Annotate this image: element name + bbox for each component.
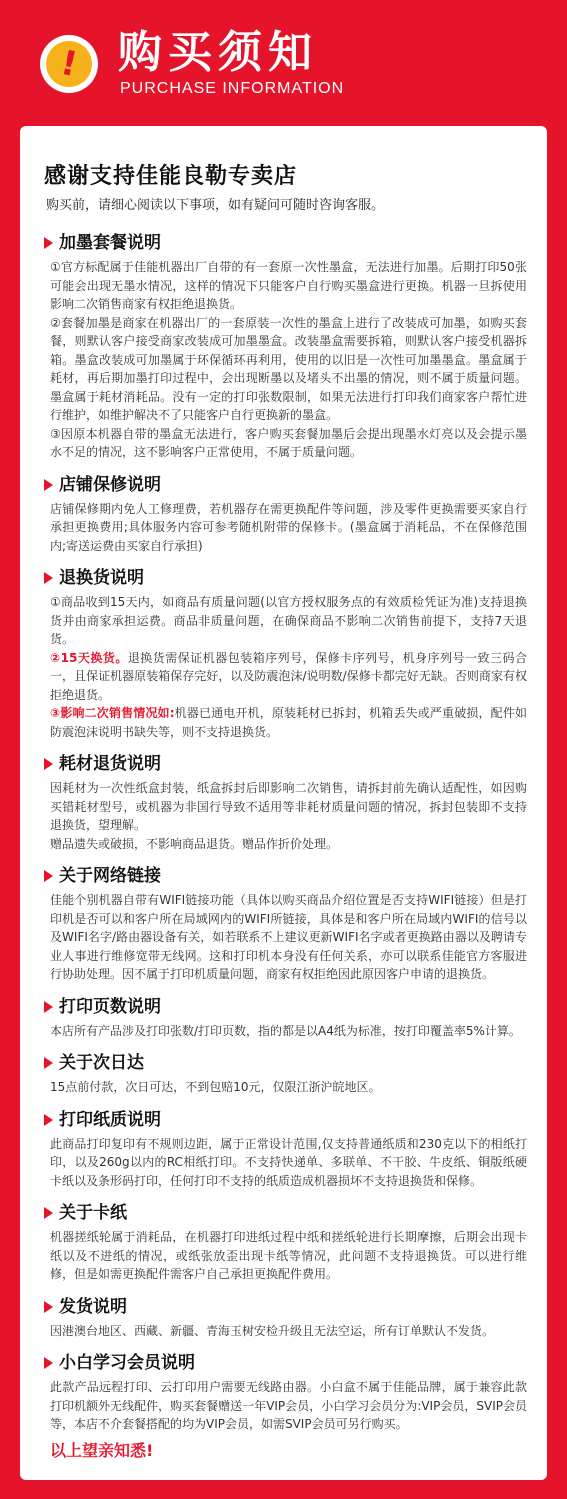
triangle-bullet-icon bbox=[44, 1207, 53, 1219]
section-title-text: 关于次日达 bbox=[59, 1053, 144, 1073]
section-paragraph bbox=[50, 649, 527, 705]
section-title bbox=[40, 1350, 527, 1376]
section-paragraph: 赠品遗失或破损，不影响商品退货。赠品作折价处理。 bbox=[50, 836, 339, 851]
section-title-text: 打印页数说明 bbox=[59, 996, 161, 1017]
section-paragraph: ①商品收到15天内，如商品有质量问题(以官方授权服务点的有效质检凭证为准)支持退换货并由商家承担运费。商品非质量问题，在确保商品不影响二次销售前提下，支持7天退货。 bbox=[50, 595, 527, 646]
section-next-day bbox=[40, 1050, 527, 1097]
page-title: 感谢支持佳能良勒专卖店 bbox=[44, 164, 298, 189]
section-title-text: 小白学习会员说明 bbox=[59, 1353, 195, 1373]
paragraph-marker: ② bbox=[50, 650, 61, 665]
triangle-bullet-icon bbox=[44, 758, 53, 770]
paragraph-text: 机器已通电开机，原装耗材已拆封，机箱丢失或严重破损，配件如防震泡沫说明书缺失等，则不支持退换货。 bbox=[50, 706, 527, 739]
section-paragraph: ③因原本机器自带的墨盒无法进行，客户购买套餐加墨后会提出现墨水灯亮以及会提示墨水不足的情况，这不影响客户正常使用，不属于质量问题。 bbox=[50, 426, 527, 459]
header-subtitle: PURCHASE INFORMATION bbox=[120, 80, 345, 97]
triangle-bullet-icon bbox=[44, 572, 53, 584]
section-paper-type bbox=[40, 1107, 527, 1191]
section-paragraph: 店铺保修期内免人工修理费，若机器存在需更换配件等问题，涉及零件更换需要买家自行承担更换费用;具体服务内容可参考随机附带的保修卡。(墨盒属于消耗品，不在保修范围内;寄送运费由买家自行承担) bbox=[50, 501, 527, 553]
section-title bbox=[40, 863, 527, 889]
section-paragraph: 因港澳台地区、西藏、新疆、青海玉树安检升级且无法空运，所有订单默认不发货。 bbox=[50, 1323, 495, 1338]
triangle-bullet-icon bbox=[44, 870, 53, 882]
section-paragraph: 本店所有产品涉及打印张数/打印页数，指的都是以A4纸为标准，按打印覆盖率5%计算。 bbox=[50, 1023, 521, 1038]
section-paragraph: 佳能个别机器自带有WIFI链接功能（具体以购买商品介绍位置是否支持WIFI链接）但是打印机是否可以和客户所在局域网内的WIFI所链接，具体是和客户所在局域内WIFI的信号以及WIFI名字/路由器设备有关，如若联系不上建议更新WIFI名字或者更换路由器以及聘请专业人事进行维修宽带无线网。这和打印机本身没有任何关系，亦可以联系佳能官方客服进行协助处理。因不属于打印机质量问题，商家有权拒绝因此原因客户申请的退换货。 bbox=[50, 893, 527, 981]
section-paragraph: ①官方标配属于佳能机器出厂自带的有一套原一次性墨盒，无法进行加墨。后期打印50张可能会出现无墨水情况，这样的情况下只能客户自行购买墨盒进行更换。机器一旦拆使用影响二次销售商家有权拒绝退换货。 bbox=[50, 260, 527, 311]
section-paragraph: 因耗材为一次性纸盒封装，纸盒拆封后即影响二次销售，请拆封前先确认适配性，如因购买错耗材型号，或机器为非国行导致不适用等非耗材质量问题的情况，拆封包装即不支持退换货，望理解。 bbox=[50, 781, 527, 832]
section-paragraph: 机器搓纸轮属于消耗品，在机器打印进纸过程中纸和搓纸轮进行长期摩擦，后期会出现卡纸以及不进纸的情况，或纸张放歪出现卡纸等情况，此问题不支持退换货。可以进行维修，但是如需更换配件需客户自己承担更换配件费用。 bbox=[50, 1230, 527, 1281]
triangle-bullet-icon bbox=[44, 237, 53, 249]
section-paragraph: 此款产品远程打印、云打印用户需要无线路由器。小白盒不属于佳能品牌，属于兼容此款打印机额外无线配件，购买套餐赠送一年VIP会员，小白学习会员分为:VIP会员，SVIP会员等，本店不介套餐搭配的均为VIP会员，如需SVIP会员可另行购买。 bbox=[50, 1380, 527, 1431]
section-title-text: 发货说明 bbox=[59, 1296, 127, 1317]
section-title-text: 关于网络链接 bbox=[59, 866, 161, 886]
section-returns bbox=[40, 565, 527, 741]
section-title bbox=[40, 565, 527, 591]
section-paper-jam bbox=[40, 1200, 527, 1284]
section-title-text: 打印纸质说明 bbox=[59, 1109, 161, 1130]
highlight-text: 影响二次销售情况如: bbox=[60, 706, 175, 720]
highlight-text: 15天换货。 bbox=[60, 650, 128, 665]
triangle-bullet-icon bbox=[44, 1114, 53, 1126]
section-title bbox=[40, 230, 527, 256]
section-paragraph: 15点前付款，次日可达，不到包赔10元，仅限江浙沪皖地区。 bbox=[50, 1080, 381, 1094]
section-title-text: 耗材退货说明 bbox=[59, 754, 161, 774]
section-membership bbox=[40, 1350, 527, 1434]
triangle-bullet-icon bbox=[44, 1357, 53, 1369]
section-network bbox=[40, 863, 527, 984]
section-ink-package bbox=[40, 230, 527, 462]
section-title bbox=[40, 1294, 527, 1320]
triangle-bullet-icon bbox=[44, 1057, 53, 1069]
paragraph-marker: ③ bbox=[50, 706, 61, 720]
section-paragraph bbox=[50, 704, 527, 741]
section-title bbox=[40, 1050, 527, 1076]
section-title bbox=[40, 1107, 527, 1133]
section-paragraph: 此商品打印复印有不规则边距，属于正常设计范围,仅支持普通纸质和230克以下的相纸打印，以及260g以内的RC相纸打印。不支持快递单、多联单、不干胶、牛皮纸、铜版纸硬卡纸以及条形码打印，任何打印不支持的纸质造成机器损坏不支持退换货和保修。 bbox=[50, 1136, 527, 1188]
intro-text: 购买前，请细心阅读以下事项，如有疑问可随时咨询客服。 bbox=[46, 198, 385, 213]
section-title-text: 店铺保修说明 bbox=[59, 474, 161, 495]
section-consumables bbox=[40, 751, 527, 853]
section-title-text: 关于卡纸 bbox=[59, 1203, 127, 1223]
section-title-text: 退换货说明 bbox=[59, 568, 144, 588]
triangle-bullet-icon bbox=[44, 1001, 53, 1013]
section-title-text: 加墨套餐说明 bbox=[59, 233, 161, 253]
exclamation-glyph: ! bbox=[42, 37, 97, 92]
footer-note: 以上望亲知悉! bbox=[50, 1440, 154, 1460]
section-title bbox=[40, 994, 527, 1020]
section-title bbox=[40, 1200, 527, 1226]
content-panel bbox=[20, 126, 547, 1480]
triangle-bullet-icon bbox=[44, 479, 53, 491]
header bbox=[0, 0, 567, 122]
section-title bbox=[40, 472, 527, 498]
triangle-bullet-icon bbox=[44, 1301, 53, 1313]
exclamation-icon bbox=[40, 35, 98, 93]
section-warranty bbox=[40, 472, 527, 556]
section-page-count bbox=[40, 994, 527, 1041]
section-shipping bbox=[40, 1294, 527, 1341]
paragraph-text: 退换货需保证机器包装箱序列号，保修卡序列号，机身序列号一致三码合一，且保证机器原装箱保存完好，以及防震泡沫/说明数/保修卡都完好无缺。否则商家有权拒绝退货。 bbox=[50, 650, 527, 702]
header-title: 购买须知 bbox=[118, 27, 318, 78]
section-title bbox=[40, 751, 527, 777]
section-paragraph: ②套餐加墨是商家在机器出厂的一套原装一次性的墨盒上进行了改装成可加墨，如购买套餐，则默认客户接受商家改装成可加墨墨盒。改装墨盒需要拆箱，则默认客户接受机器拆箱。墨盒改装成可加墨属于环保循环再利用，使用的以旧是一次性可加墨墨盒。墨盒属于耗材，再后期加墨打印过程中，会出现断墨以及堵头不出墨的情况，则不属于质量问题。墨盒属于耗材消耗品。没有一定的打印张数限制，如果无法进行打印我们商家客户帮忙进行维护，如维护解决不了只能客户自行更换新的墨盒。 bbox=[50, 315, 527, 422]
